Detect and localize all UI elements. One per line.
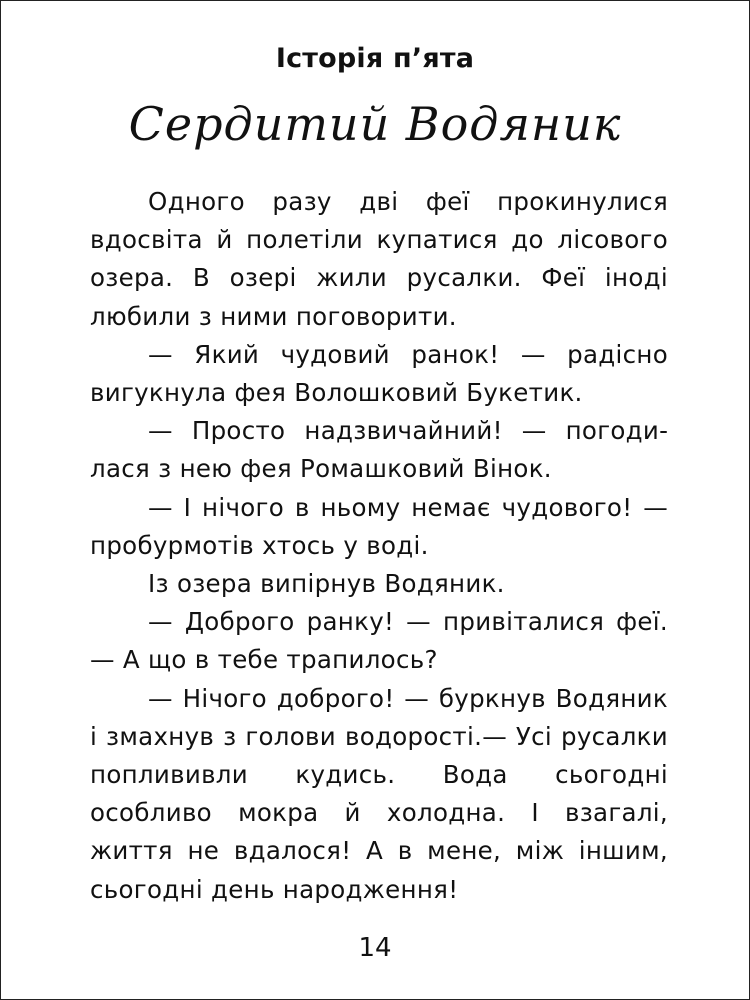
paragraph: — Доброго ранку! — привіталися феї.— А що в тебе трапилось?: [90, 607, 668, 675]
paragraph: Із озера випірнув Водяник.: [148, 569, 505, 599]
page-number: 14: [358, 933, 392, 963]
story-title: Сердитий Водяник: [128, 97, 622, 151]
story-text: [90, 183, 668, 909]
paragraph: — Нічого доброго! — буркнув Водяник і змахнув з голови водорості.— Усі русалки поплививли кудись. Вода сьогодні особливо мокра й холодна. І взагалі, життя не вдалося! А в мене, між іншим, сьогодні день народження!: [90, 683, 668, 904]
paragraph: Одного разу дві феї прокинулися вдосвіта й полетіли купатися до лісового озера. В озері жили русалки. Феї іноді любили з ними поговорити.: [90, 187, 668, 331]
story-label: Історія п’ята: [275, 43, 475, 74]
paragraph: — І нічого в ньому немає чудового! — пробурмотів хтось у воді.: [90, 492, 668, 560]
paragraph: — Просто надзвичайний! — погодилася з нею фея Ромашковий Вінок.: [90, 416, 668, 484]
paragraph: — Який чудовий ранок! — радісно вигукнула фея Волошковий Букетик.: [90, 339, 668, 408]
